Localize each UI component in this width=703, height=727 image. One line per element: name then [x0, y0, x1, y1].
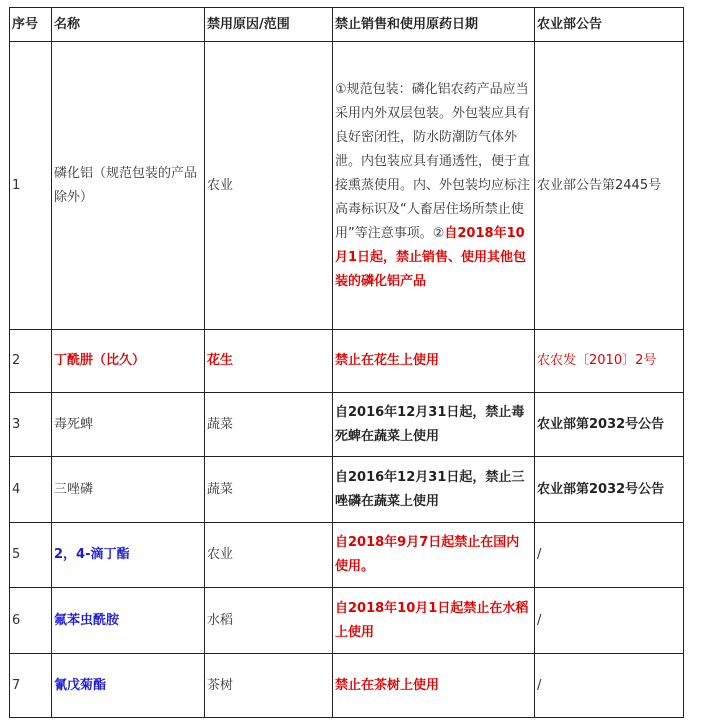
table-row: [10, 42, 684, 330]
pesticide-name: 毒死蜱: [52, 393, 205, 457]
header-no: 序号: [10, 8, 52, 42]
pesticide-name: 磷化铝（规范包装的产品除外）: [52, 42, 205, 330]
table-row: [10, 393, 684, 457]
header-date: 禁止销售和使用原药日期: [333, 8, 535, 42]
header-notice: 农业部公告: [535, 8, 684, 42]
header-row: [10, 8, 684, 42]
pesticide-name: 氟苯虫酰胺: [52, 588, 205, 654]
pesticide-name: 三唑磷: [52, 457, 205, 523]
table-row: [10, 330, 684, 393]
ban-date-text: 自2018年9月7日起禁止在国内使用。: [335, 535, 520, 574]
ban-scope: 水稻: [205, 588, 333, 654]
header-name: 名称: [52, 8, 205, 42]
ministry-notice: /: [535, 654, 684, 718]
ban-date-text: 自2018年10月1日起禁止在水稻上使用: [335, 600, 529, 640]
ministry-notice: 农业部公告第2445号: [535, 42, 684, 330]
table-row: [10, 654, 684, 718]
header-scope: 禁用原因/范围: [205, 8, 333, 42]
ban-scope: 蔬菜: [205, 393, 333, 457]
ban-date: [333, 523, 535, 588]
row-number: 5: [10, 523, 52, 588]
ban-scope: 农业: [205, 523, 333, 588]
ban-date: [333, 42, 535, 330]
table-row: [10, 588, 684, 654]
ban-scope: 蔬菜: [205, 457, 333, 523]
ban-date-text: 自2018年10月1日起，禁止销售、使用其他包装的磷化铝产品: [335, 225, 527, 289]
row-number: 1: [10, 42, 52, 330]
ban-scope: 茶树: [205, 654, 333, 718]
table-row: [10, 457, 684, 523]
ban-date-text: 禁止在花生上使用: [335, 353, 440, 368]
ministry-notice: /: [535, 588, 684, 654]
ban-date: [333, 457, 535, 523]
ban-date-text: 自2016年12月31日起，禁止毒死蜱在蔬菜上使用: [335, 404, 525, 444]
ban-date: [333, 588, 535, 654]
ban-scope: 农业: [205, 42, 333, 330]
ban-scope: 花生: [205, 330, 333, 393]
row-number: 6: [10, 588, 52, 654]
pesticide-name: 丁酰肼（比久）: [52, 330, 205, 393]
ban-date: [333, 330, 535, 393]
table-row: [10, 523, 684, 588]
pesticide-name: 氰戊菊酯: [52, 654, 205, 718]
row-number: 2: [10, 330, 52, 393]
pesticide-name: 2，4-滴丁酯: [52, 523, 205, 588]
ban-date: [333, 654, 535, 718]
ministry-notice: 农农发〔2010〕2号: [535, 330, 684, 393]
row-number: 7: [10, 654, 52, 718]
ban-date-text: 禁止在茶树上使用: [335, 677, 440, 693]
ban-date: [333, 393, 535, 457]
row-number: 3: [10, 393, 52, 457]
ministry-notice: /: [535, 523, 684, 588]
ministry-notice: 农业部第2032号公告: [535, 457, 684, 523]
ministry-notice: 农业部第2032号公告: [535, 393, 684, 457]
ban-date-text: 自2016年12月31日起，禁止三唑磷在蔬菜上使用: [335, 469, 525, 509]
ban-date-text: ①规范包装：磷化铝农药产品应当采用内外双层包装。外包装应具有良好密闭性，防水防潮防气体外泄。内包装应具有通透性，便于直接熏蒸使用。内、外包装均应标注高毒标识及“人畜居住场所禁止使用”等注意事项。②: [335, 81, 531, 241]
pesticide-ban-table: [9, 7, 684, 718]
row-number: 4: [10, 457, 52, 523]
